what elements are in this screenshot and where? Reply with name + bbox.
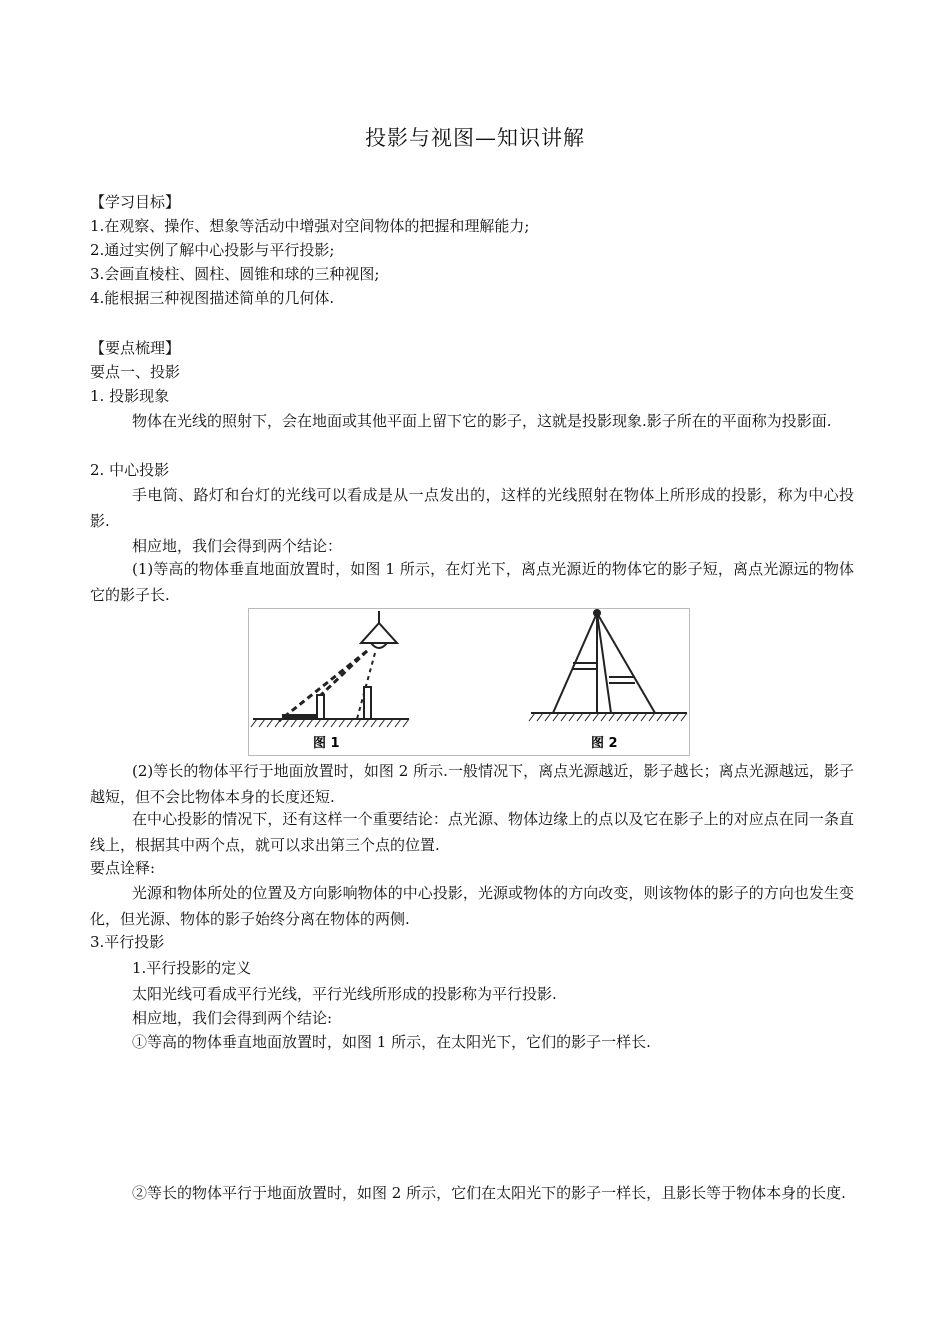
paragraph: 光源和物体所处的位置及方向影响物体的中心投影，光源或物体的方向改变，则该物体的影子的方向也发生变化，但光源、物体的影子始终分离在物体的两侧. xyxy=(90,884,854,928)
goals-heading: 【学习目标】 xyxy=(90,193,181,211)
subsection-title: 2. 中心投影 xyxy=(90,461,170,479)
note-title: 要点诠释: xyxy=(90,859,156,877)
figure-1-drawing xyxy=(253,611,409,721)
figure-2-drawing xyxy=(531,610,687,713)
subsection-title: 3.平行投影 xyxy=(90,933,165,951)
parallel-conclusion-1: ①等高的物体垂直地面放置时，如图 1 所示，在太阳光下，它们的影子一样长. xyxy=(132,1033,651,1051)
definition-title: 1.平行投影的定义 xyxy=(132,959,252,977)
paragraph-lead: 相应地，我们会得到两个结论: xyxy=(132,1009,333,1027)
figure-2-caption: 图 2 xyxy=(591,736,618,751)
paragraph: 在中心投影的情况下，还有这样一个重要结论：点光源、物体边缘上的点以及它在影子上的对应点在同一条直线上，根据其中两个点，就可以求出第三个点的位置. xyxy=(90,810,854,854)
subsection-title: 1. 投影现象 xyxy=(90,387,170,405)
paragraph-lead: 相应地，我们会得到两个结论： xyxy=(132,537,343,555)
figure-2-hatching xyxy=(529,713,687,721)
page-title: 投影与视图—知识讲解 xyxy=(365,126,585,150)
conclusion-2: (2)等长的物体平行于地面放置时，如图 2 所示.一般情况下，离点光源越近，影子越长；离点光源越远，影子越短，但不会比物体本身的长度还短. xyxy=(90,762,854,806)
figure-1-caption: 图 1 xyxy=(313,736,340,751)
paragraph: 物体在光线的照射下，会在地面或其他平面上留下它的影子，这就是投影现象.影子所在的平面称为投影面. xyxy=(132,412,832,430)
points-heading: 【要点梳理】 xyxy=(90,339,181,357)
goal-item: 2.通过实例了解中心投影与平行投影; xyxy=(90,241,335,259)
goal-item: 3.会画直棱柱、圆柱、圆锥和球的三种视图; xyxy=(90,265,380,283)
paragraph: 手电筒、路灯和台灯的光线可以看成是从一点发出的，这样的光线照射在物体上所形成的投影，称为中心投影. xyxy=(90,486,854,530)
goal-item: 4.能根据三种视图描述简单的几何体. xyxy=(90,289,335,307)
projection-figure xyxy=(248,608,690,756)
parallel-conclusion-2: ②等长的物体平行于地面放置时，如图 2 所示，它们在太阳光下的影子一样长，且影长等于物体本身的长度. xyxy=(132,1184,846,1202)
conclusion-1: (1)等高的物体垂直地面放置时，如图 1 所示，在灯光下，离点光源近的物体它的影子短，离点光源远的物体它的影子长. xyxy=(90,560,854,604)
goal-item: 1.在观察、操作、想象等活动中增强对空间物体的把握和理解能力; xyxy=(90,217,530,235)
figure-svg xyxy=(249,609,689,755)
section-heading: 要点一、投影 xyxy=(90,363,181,381)
definition-text: 太阳光线可看成平行光线，平行光线所形成的投影称为平行投影. xyxy=(132,985,557,1003)
figure-1-hatching xyxy=(251,719,409,727)
